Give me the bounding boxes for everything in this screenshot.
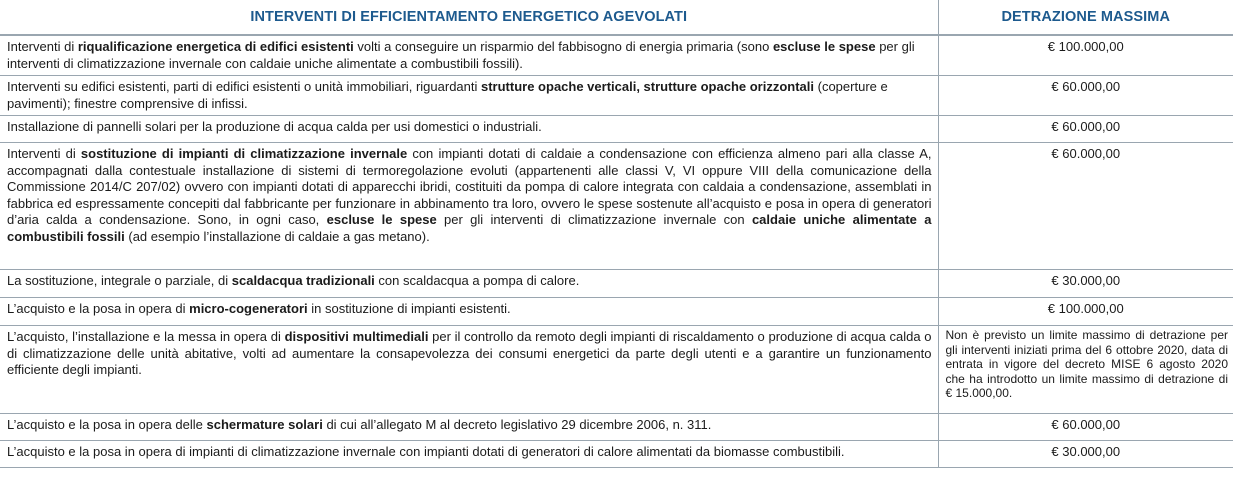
text-run: per gli interventi di climatizzazione invernale con caldaie uniche alimentate a combustibili fossili). (7, 39, 915, 71)
bold-text: strutture opache verticali, strutture opache orizzontali (481, 79, 815, 94)
row-max-deduction: € 60.000,00 (938, 414, 1233, 441)
bold-text: micro-cogeneratori (189, 301, 308, 316)
text-run: La sostituzione, integrale o parziale, di (7, 273, 232, 288)
table-row (0, 76, 1233, 116)
row-max-deduction: € 100.000,00 (938, 298, 1233, 326)
text-run: Interventi di (7, 146, 81, 161)
table-row (0, 143, 1233, 270)
row-description (0, 35, 938, 76)
text-run: per il controllo da remoto degli impianti di riscaldamento o produzione di acqua calda o di climatizzazione delle unità abitative, volti ad aumentare la consapevolezza dei consumi energetici da parte degli utenti e a garantire un funzionamento efficiente degli impianti. (7, 329, 932, 377)
text-run: (ad esempio l’installazione di caldaie a gas metano). (124, 228, 430, 244)
row-description (0, 441, 938, 468)
row-max-deduction: € 60.000,00 (938, 143, 1233, 270)
row-max-deduction: € 100.000,00 (938, 35, 1233, 76)
table-row (0, 35, 1233, 76)
row-max-deduction-note: Non è previsto un limite massimo di detrazione per gli interventi iniziati prima del 6 ottobre 2020, data di entrata in vigore del decreto MISE 6 agosto 2020 che ha introdotto un limite massimo di detrazione di € 15.000,00. (938, 326, 1233, 414)
table-row (0, 326, 1233, 414)
row-description (0, 76, 938, 116)
row-description (0, 143, 938, 270)
row-description (0, 326, 938, 414)
table-row (0, 116, 1233, 143)
text-run: volti a conseguire un risparmio del fabbisogno di energia primaria (sono (353, 39, 773, 54)
table-row (0, 441, 1233, 468)
row-description (0, 298, 938, 326)
table-row (0, 414, 1233, 441)
text-run: Interventi di (7, 39, 78, 54)
header-interventi: INTERVENTI DI EFFICIENTAMENTO ENERGETICO AGEVOLATI (0, 0, 938, 35)
bold-text: schermature solari (206, 417, 323, 432)
header-detrazione: DETRAZIONE MASSIMA (938, 0, 1233, 35)
row-max-deduction: € 30.000,00 (938, 270, 1233, 298)
row-max-deduction: € 30.000,00 (938, 441, 1233, 468)
table-row (0, 298, 1233, 326)
bold-text: sostituzione di impianti di climatizzazione invernale (80, 146, 408, 161)
bold-text: riqualificazione energetica di edifici esistenti (77, 39, 354, 54)
table-header-row (0, 0, 1233, 35)
row-max-deduction: € 60.000,00 (938, 116, 1233, 143)
text-run: L’acquisto e la posa in opera di (7, 301, 190, 316)
bold-text: escluse le spese (772, 39, 876, 54)
text-run: in sostituzione di impianti esistenti. (307, 301, 511, 316)
text-run: per gli interventi di climatizzazione invernale con (436, 212, 752, 227)
bold-text: caldaie uniche alimentate a combustibili fossili (7, 212, 932, 244)
bold-text: scaldacqua tradizionali (231, 273, 375, 288)
text-run: (coperture e pavimenti); finestre comprensive di infissi. (7, 79, 888, 111)
text-run: Interventi su edifici esistenti, parti di edifici esistenti o unità immobiliari, riguardanti (7, 79, 481, 94)
bold-text: escluse le spese (326, 212, 437, 227)
text-run: con impianti dotati di caldaie a condensazione con efficienza almeno pari alla classe A, accompagnati dalla contestuale installazione di sistemi di termoregolazione evoluti (appartenenti alle classi V, VI oppure VIII della comunicazione della Commissione 2014/C 207/02) ovvero con impianti dotati di apparecchi ibridi, costituiti da pompa di calore integrata con caldaia a condensazione, assemblati in fabbrica ed espressamente concepiti dal fabbricante per funzionare in abbinamento tra loro, ovvero le spese sostenute all’acquisto e posa in opera di generatori d’aria calda a condensazione. Sono, in ogni caso, (7, 146, 932, 227)
text-run: di cui all’allegato M al decreto legislativo 29 dicembre 2006, n. 311. (322, 417, 712, 432)
bold-text: dispositivi multimediali (284, 329, 429, 344)
text-run: L’acquisto, l’installazione e la messa in opera di (7, 329, 285, 344)
table-row (0, 270, 1233, 298)
text-run: Installazione di pannelli solari per la produzione di acqua calda per usi domestici o industriali. (7, 119, 542, 134)
row-description (0, 414, 938, 441)
row-description (0, 270, 938, 298)
row-description (0, 116, 938, 143)
text-run: L’acquisto e la posa in opera di impianti di climatizzazione invernale con impianti dotati di generatori di calore alimentati da biomasse combustibili. (7, 444, 845, 459)
text-run: con scaldacqua a pompa di calore. (374, 273, 580, 288)
text-run: L’acquisto e la posa in opera delle (7, 417, 207, 432)
row-max-deduction: € 60.000,00 (938, 76, 1233, 116)
